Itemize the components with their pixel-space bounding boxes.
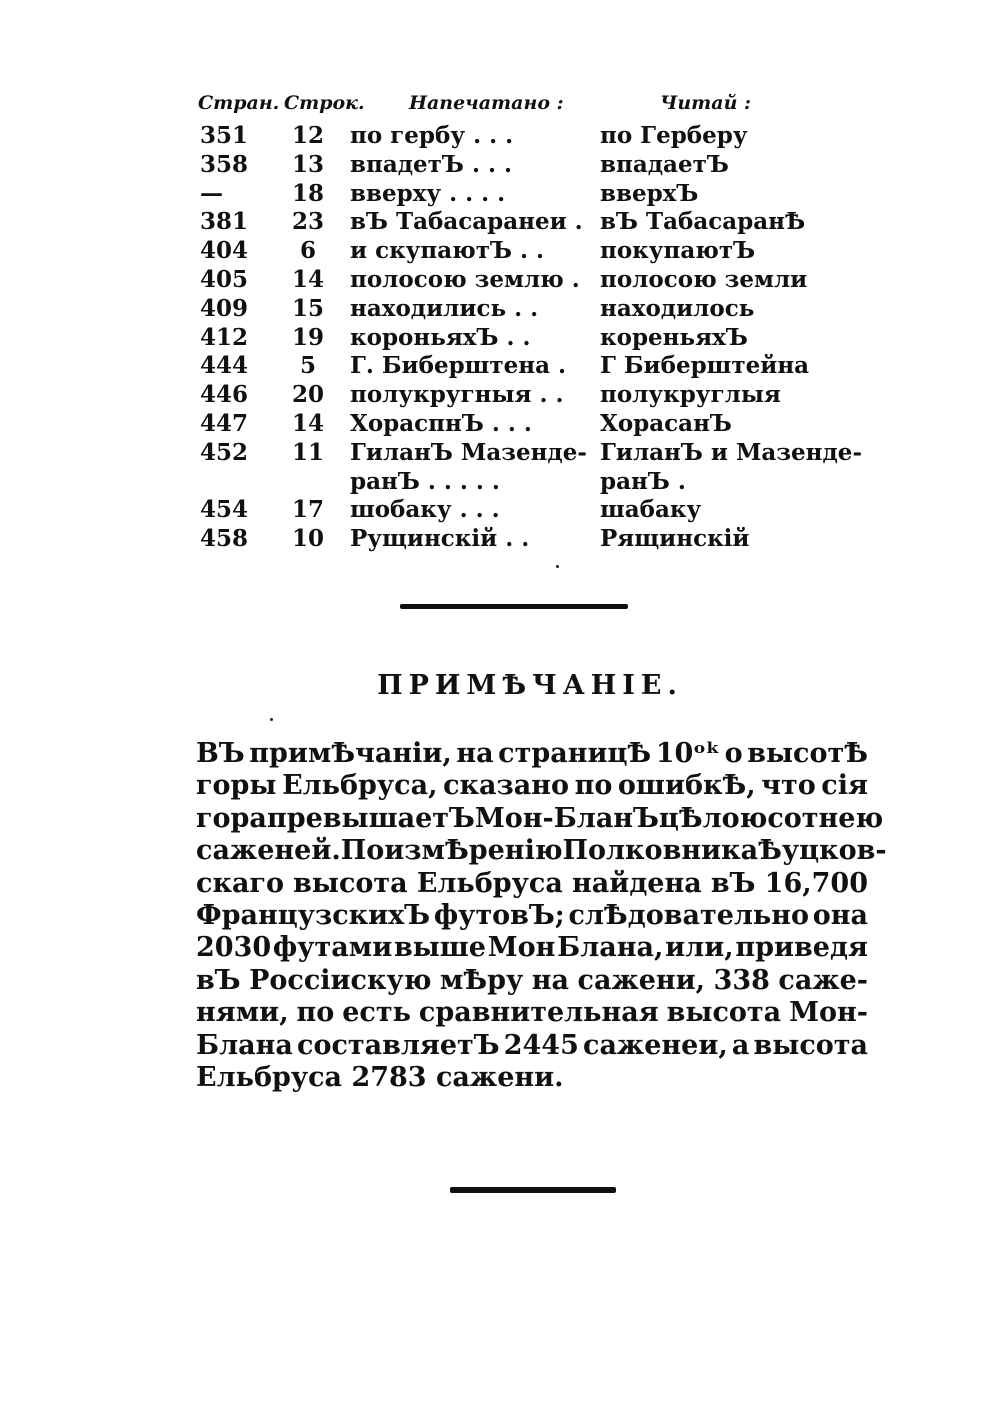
errata-printed-cell: по гербу . . . <box>350 122 514 149</box>
errata-page-cell: 446 <box>200 381 249 409</box>
errata-row <box>196 439 876 468</box>
errata-row <box>196 122 876 151</box>
print-speck <box>556 565 559 568</box>
errata-read-cell: полосою земли <box>600 265 808 293</box>
errata-page-cell: 412 <box>200 323 249 351</box>
errata-printed-cell: ранЪ . . . . . <box>350 467 500 495</box>
errata-read-cell: ХорасанЪ <box>600 409 732 437</box>
errata-row <box>196 266 876 295</box>
note-title: ПРИМѢЧАНІЕ. <box>377 670 683 701</box>
errata-read-cell: полукруглыя <box>600 381 781 409</box>
errata-line-cell: 13 <box>291 150 324 178</box>
errata-line-cell: 11 <box>291 438 324 466</box>
note-line: горы Ельбруса, сказано по ошибкѢ, что сія <box>196 770 868 802</box>
errata-printed-cell: шобаку . . . <box>350 496 500 524</box>
errata-row <box>196 468 876 497</box>
note-line: скаго высота Ельбруса найдена вЪ 16,700 <box>196 867 868 899</box>
errata-header-row <box>196 88 876 122</box>
errata-table <box>196 88 876 554</box>
separator-rule <box>400 604 628 609</box>
errata-page-cell: 409 <box>200 294 249 322</box>
errata-read-cell: ГиланЪ и Мазенде- <box>600 438 862 466</box>
errata-row <box>196 295 876 324</box>
note-line: Ельбруса 2783 сажени. <box>196 1061 564 1093</box>
note-line: нями, по есть сравнительная высота Мон- <box>196 997 868 1029</box>
errata-page-cell: 454 <box>200 496 249 524</box>
errata-printed-cell: ГиланЪ Мазенде- <box>350 438 587 466</box>
errata-row <box>196 208 876 237</box>
errata-page-cell: 358 <box>200 150 249 178</box>
errata-line-cell: 15 <box>291 294 324 322</box>
errata-printed-cell: и скупаютЪ . . <box>350 237 545 265</box>
errata-line-cell: 18 <box>291 179 324 207</box>
errata-page-cell: 458 <box>200 525 249 553</box>
errata-read-cell: Г Биберштейна <box>600 352 810 380</box>
note-line: саженей. По измѢренію Полковника Ѣуцков- <box>196 835 887 867</box>
print-speck <box>270 718 273 721</box>
errata-line-cell: 19 <box>291 323 324 351</box>
errata-line-cell: 14 <box>291 265 324 293</box>
errata-line-cell: 6 <box>299 237 316 265</box>
errata-page-cell: 452 <box>200 438 249 466</box>
errata-page-cell: 447 <box>200 409 249 437</box>
errata-page-cell: 381 <box>200 208 249 236</box>
errata-page-cell: 444 <box>200 352 249 380</box>
errata-row <box>196 324 876 353</box>
errata-printed-cell: вЪ Табасаранеи . <box>350 208 583 236</box>
note-line: ФранцузскихЪ футовЪ; слѢдовательно она <box>196 899 868 931</box>
note-line: вЪ Россіискую мѢру на сажени, 338 саже- <box>196 964 868 996</box>
errata-row <box>196 525 876 554</box>
errata-printed-cell: ХораспнЪ . . . <box>350 409 532 437</box>
errata-read-cell: вЪ ТабасаранѢ <box>600 208 806 236</box>
errata-read-cell: вверхЪ <box>600 179 699 207</box>
errata-read-cell: находилось <box>600 294 755 322</box>
note-line: Блана составляетЪ 2445 саженеи, а высота <box>196 1029 868 1061</box>
errata-page-cell: 404 <box>200 237 249 265</box>
errata-row <box>196 237 876 266</box>
errata-printed-cell: короньяхЪ . . <box>350 323 531 351</box>
errata-printed-cell: полукругныя . . <box>350 381 564 409</box>
header-read: Читай : <box>660 92 752 114</box>
errata-page-cell: 351 <box>200 122 249 149</box>
errata-line-cell: 23 <box>291 208 324 236</box>
header-line: Строк. <box>284 92 365 114</box>
errata-page-cell: 405 <box>200 265 249 293</box>
errata-read-cell: покупаютЪ <box>600 237 756 265</box>
note-line: гора превышаетЪ Мон-БланЪ цѢлою сотнею <box>196 802 884 834</box>
errata-row <box>196 352 876 381</box>
errata-line-cell: 12 <box>291 122 324 149</box>
errata-row <box>196 496 876 525</box>
errata-printed-cell: Рущинскій . . <box>350 525 530 553</box>
errata-read-cell: впадаетЪ <box>600 150 729 178</box>
errata-printed-cell: полосою землю . <box>350 265 580 293</box>
errata-read-cell: Рящинскій <box>600 525 750 553</box>
errata-read-cell: по Герберу <box>600 122 748 149</box>
header-printed: Напечатано : <box>409 92 564 114</box>
note-line: 2030 футами выше Мон Блана, или, приведя <box>196 932 868 964</box>
errata-line-cell: 17 <box>291 496 324 524</box>
errata-line-cell: 20 <box>291 381 324 409</box>
errata-row <box>196 381 876 410</box>
errata-read-cell: шабаку <box>600 496 702 524</box>
header-page: Стран. <box>198 92 280 114</box>
errata-printed-cell: находились . . <box>350 294 539 322</box>
errata-row <box>196 410 876 439</box>
errata-line-cell: 10 <box>291 525 324 553</box>
errata-row <box>196 180 876 209</box>
note-line: ВЪ примѢчаніи, на страницѢ 10ᵒᵏ о высотѢ <box>196 738 868 769</box>
errata-read-cell: ранЪ . <box>600 467 686 495</box>
errata-printed-cell: Г. Биберштена . <box>350 352 567 380</box>
errata-printed-cell: впадетЪ . . . <box>350 150 512 178</box>
note-body <box>196 738 887 1094</box>
errata-printed-cell: вверху . . . . <box>350 179 506 207</box>
errata-row <box>196 151 876 180</box>
errata-page-cell: — <box>200 179 223 207</box>
end-rule <box>450 1187 616 1193</box>
errata-read-cell: кореньяхЪ <box>600 323 748 351</box>
errata-line-cell: 14 <box>291 409 324 437</box>
errata-line-cell: 5 <box>299 352 316 380</box>
errata-rows <box>196 122 876 554</box>
